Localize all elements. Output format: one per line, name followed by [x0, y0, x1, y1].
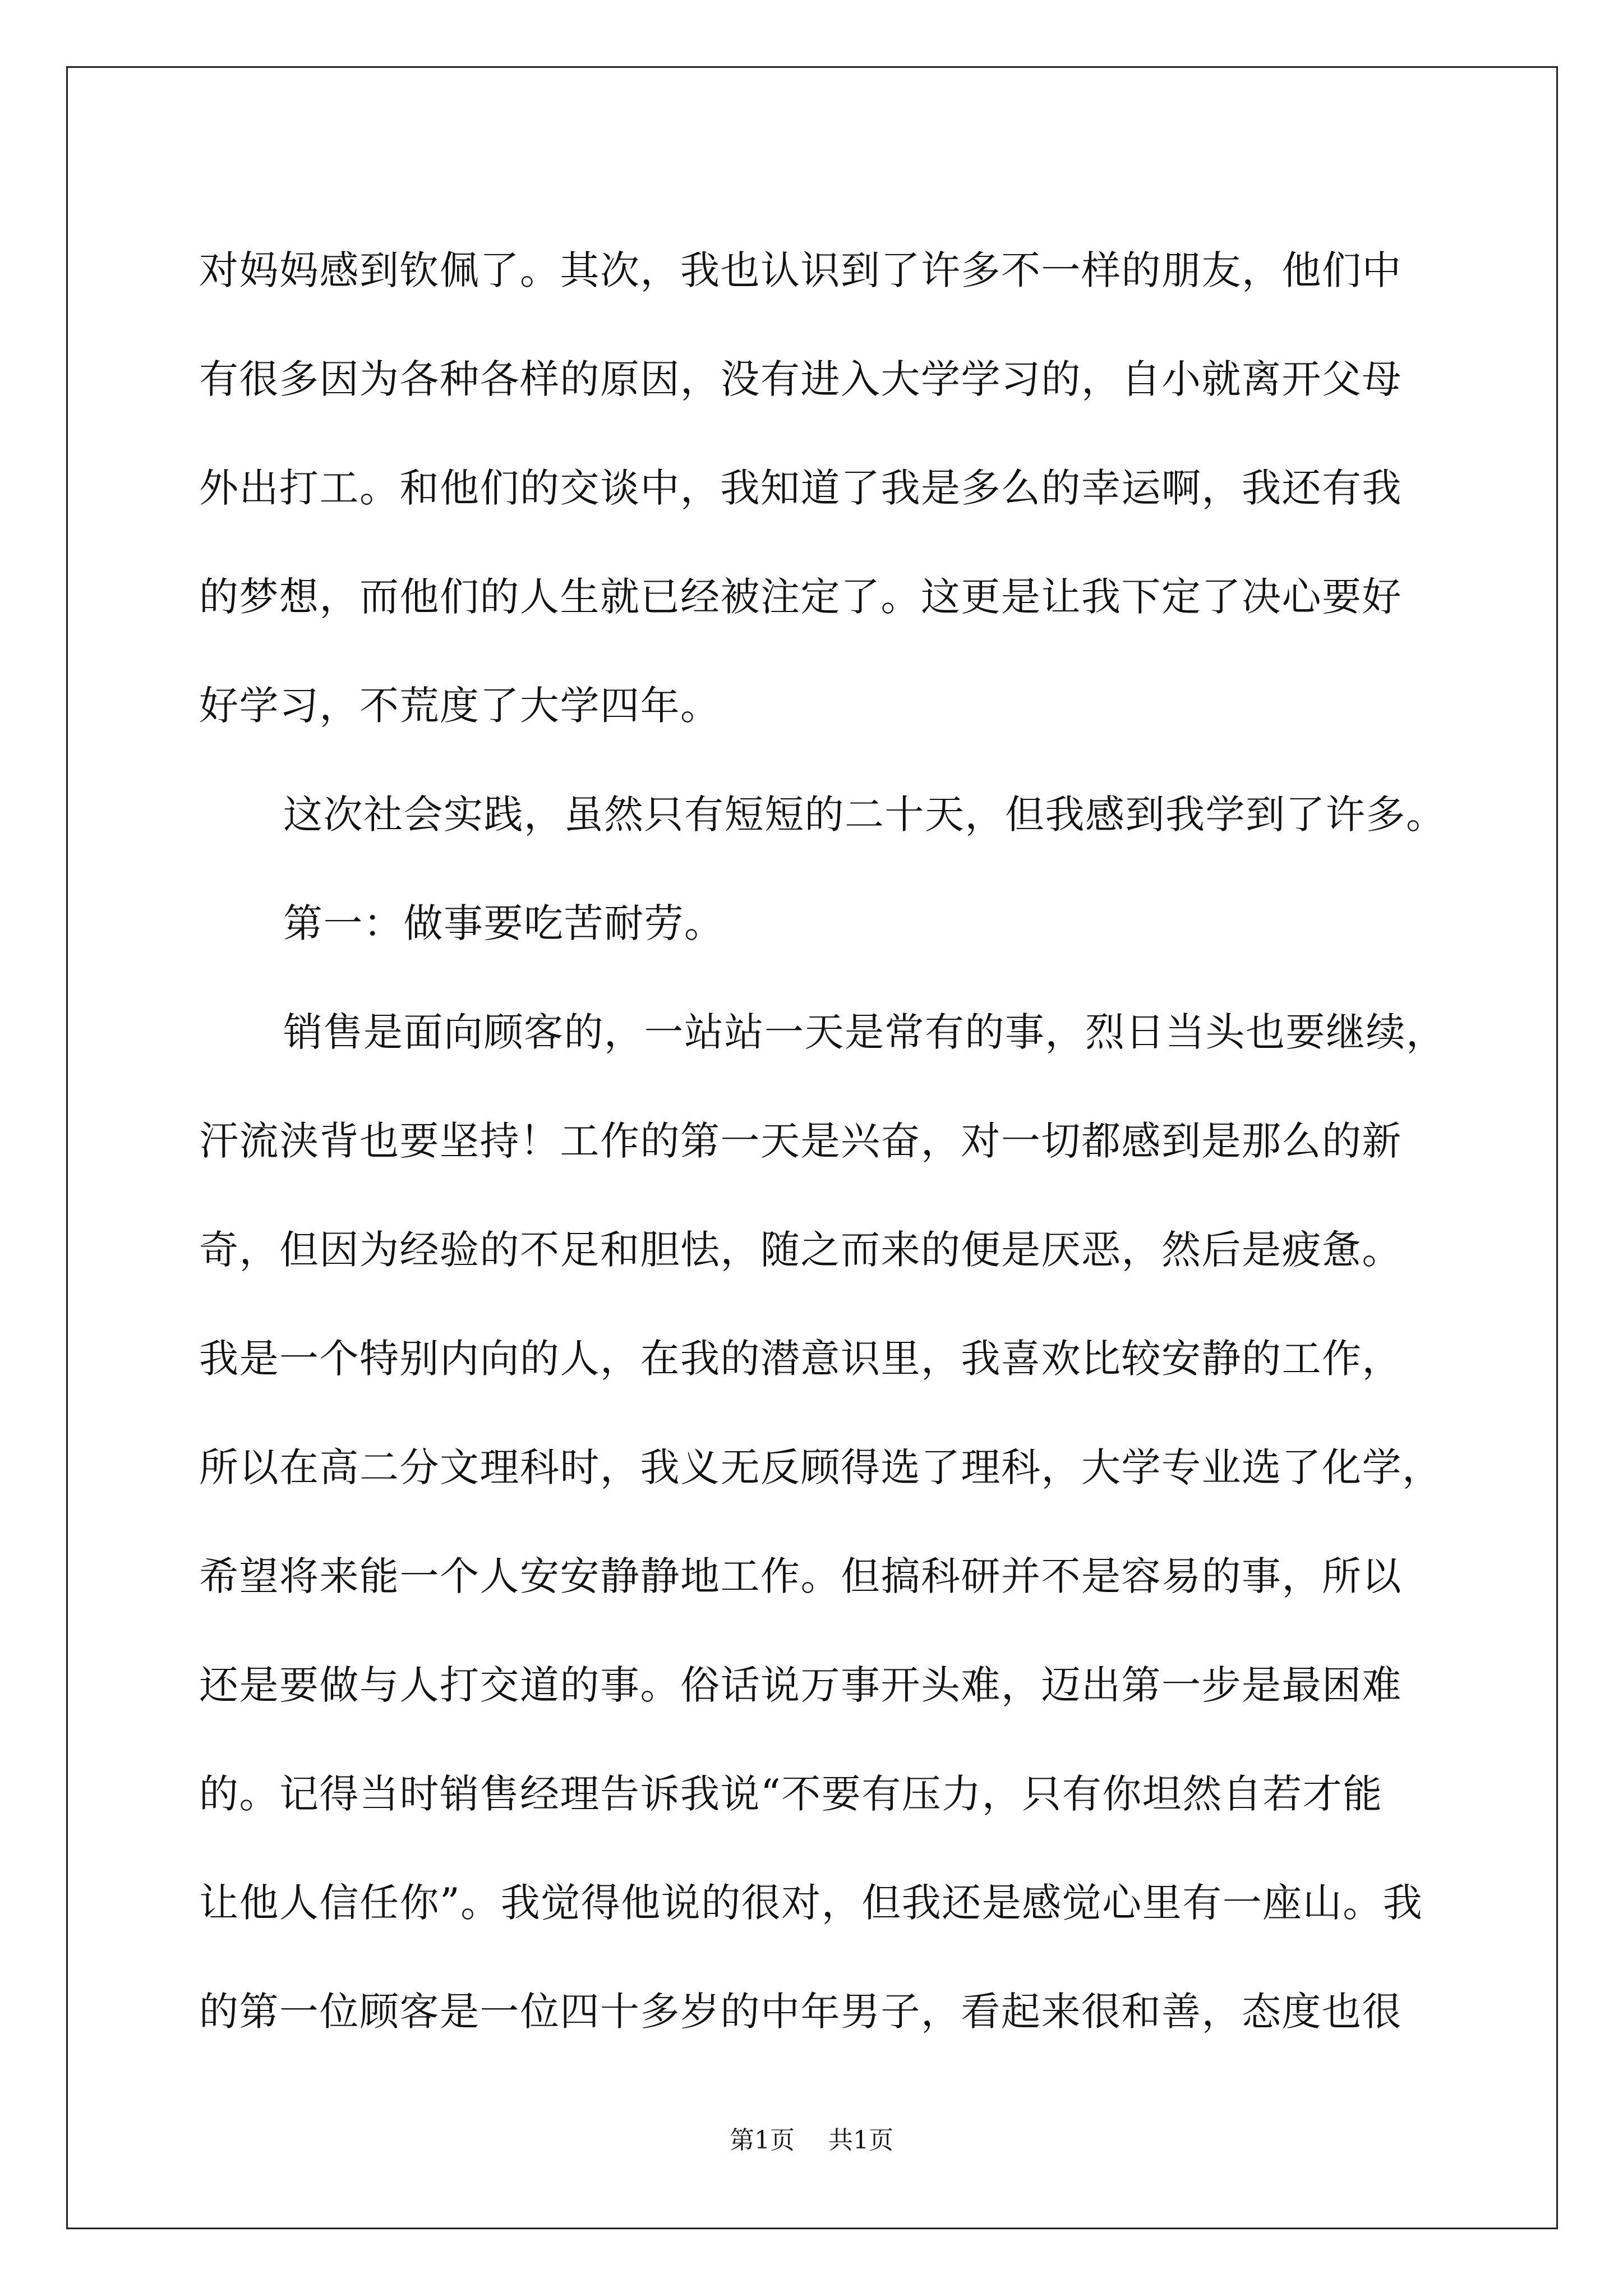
- paragraph-first-line: 销售是面向顾客的，一站站一天是常有的事，烈日当头也要继续，: [283, 1009, 1446, 1055]
- text-line: 的第一位顾客是一位四十多岁的中年男子，看起来很和善，态度也很: [199, 1989, 1402, 2035]
- text-line: 希望将来能一个人安安静静地工作。但搞科研并不是容易的事，所以: [199, 1553, 1402, 1599]
- text-line: 还是要做与人打交道的事。俗话说万事开头难，迈出第一步是最困难: [199, 1662, 1402, 1708]
- text-line: 外出打工。和他们的交谈中，我知道了我是多么的幸运啊，我还有我: [199, 465, 1402, 511]
- paragraph-first-line: 这次社会实践，虽然只有短短的二十天，但我感到我学到了许多。: [283, 792, 1446, 838]
- text-line: 有很多因为各种各样的原因，没有进入大学学习的，自小就离开父母: [199, 356, 1402, 402]
- text-line: 奇，但因为经验的不足和胆怯，随之而来的便是厌恶，然后是疲惫。: [199, 1227, 1402, 1273]
- text-line: 让他人信任你”。我觉得他说的很对，但我还是感觉心里有一座山。我: [199, 1880, 1423, 1926]
- text-line: 对妈妈感到钦佩了。其次，我也认识到了许多不一样的朋友，他们中: [199, 247, 1402, 293]
- page-footer: [0, 2124, 1623, 2157]
- paragraph-heading: 第一：做事要吃苦耐劳。: [283, 900, 725, 946]
- text-line: 的。记得当时销售经理告诉我说“不要有压力，只有你坦然自若才能: [199, 1771, 1383, 1817]
- page-total: 共1页: [828, 2126, 893, 2155]
- page-number: 第1页: [730, 2126, 795, 2155]
- text-line: 所以在高二分文理科时，我义无反顾得选了理科，大学专业选了化学，: [199, 1444, 1442, 1490]
- text-line: 的梦想，而他们的人生就已经被注定了。这更是让我下定了决心要好: [199, 574, 1402, 620]
- text-line: 好学习，不荒度了大学四年。: [199, 683, 721, 729]
- document-body: [199, 216, 1446, 2066]
- text-line: 汗流浃背也要坚持！工作的第一天是兴奋，对一切都感到是那么的新: [199, 1118, 1402, 1164]
- text-line: 我是一个特别内向的人，在我的潜意识里，我喜欢比较安静的工作，: [199, 1336, 1402, 1382]
